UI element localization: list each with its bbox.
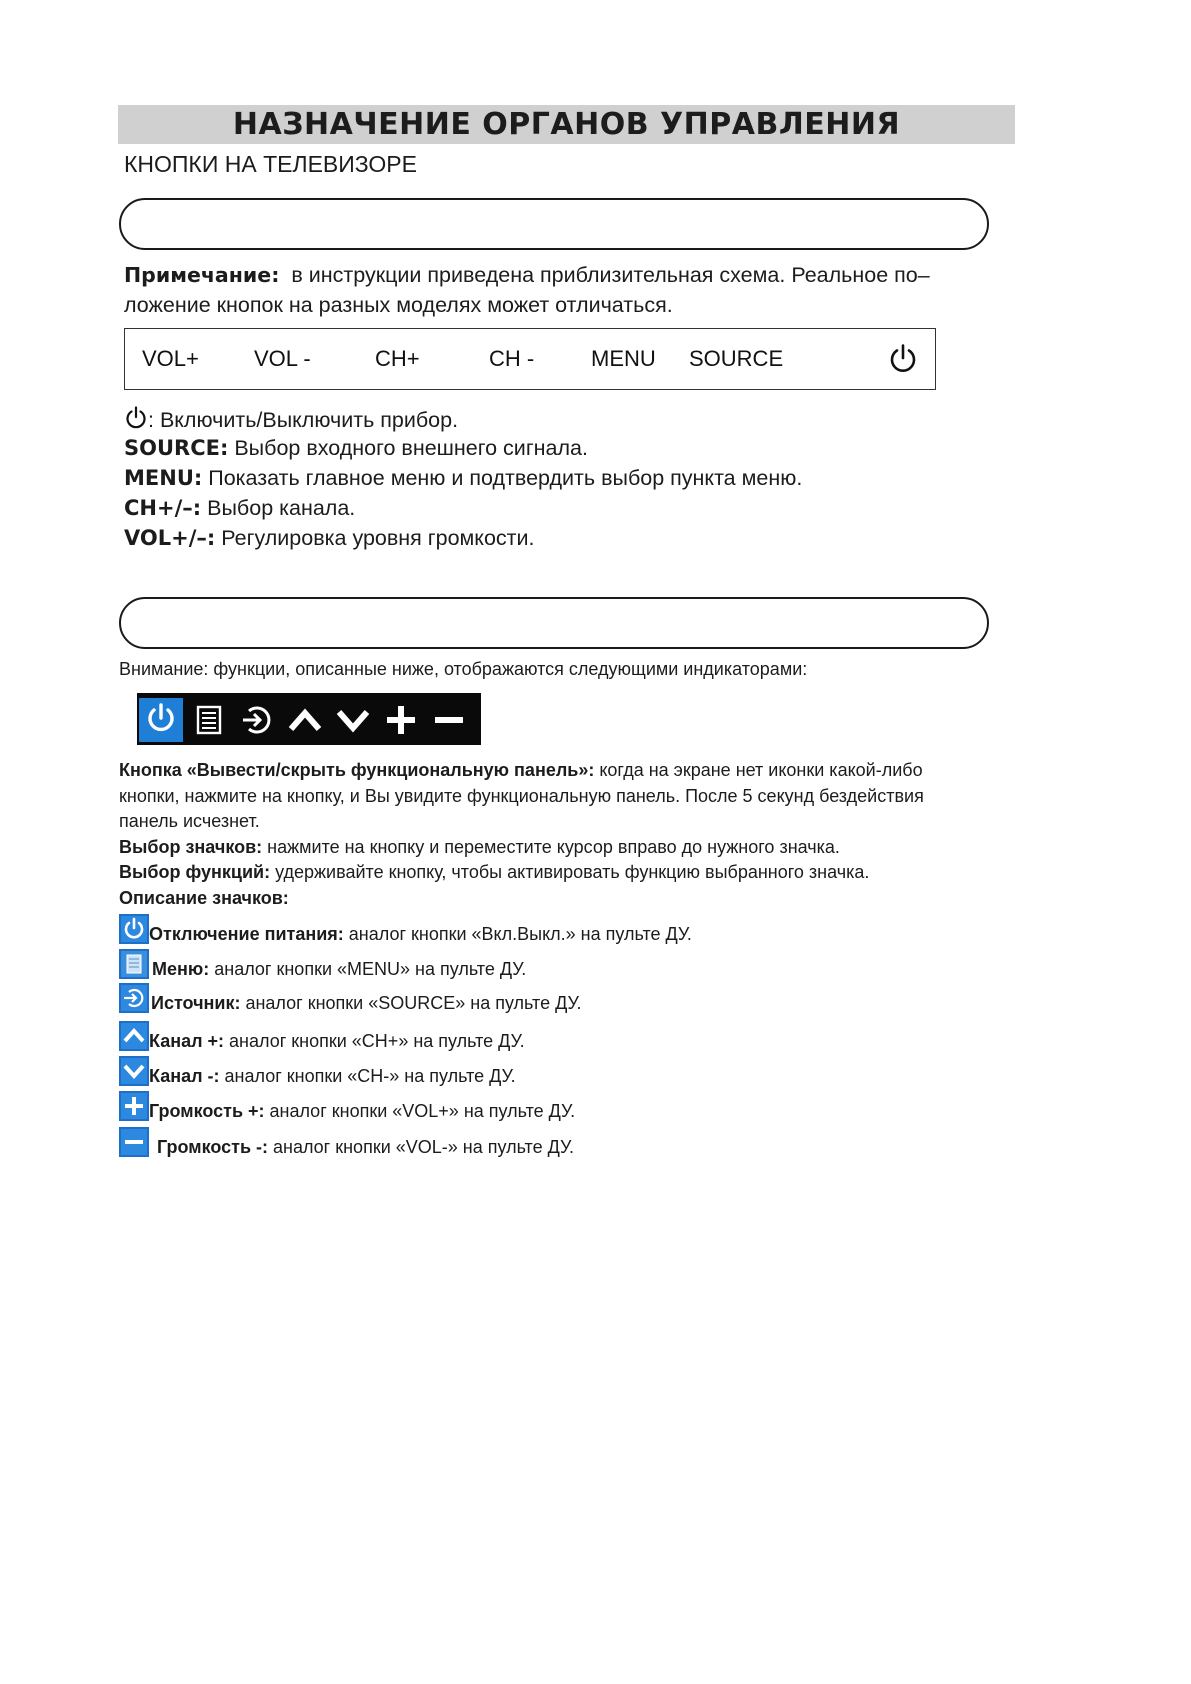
icon-row-text: аналог кнопки «MENU» на пульте ДУ. [209,959,527,979]
legend-power [124,406,458,433]
panel-button-ch-plus: CH+ [375,346,420,371]
icon-row-label: Громкость -: [157,1137,268,1157]
panel-button-menu: MENU [591,346,656,371]
icon-row-label: Отключение питания: [149,924,344,944]
legend-volume-text: Регулировка уровня громкости. [221,526,535,550]
chevron-down-icon [331,698,375,742]
power-icon [139,698,183,742]
description-line4 [119,835,1019,861]
attention-text: Внимание: функции, описанные ниже, отображаются следующими индикаторами: [119,659,808,679]
desc-p1-text: когда на экране нет иконки какой-либо [594,760,923,780]
legend-volume-key: VOL+/–: [124,526,216,550]
menu-icon [119,949,149,979]
legend-channel-key: CH+/–: [124,496,202,520]
indicator-strip [137,693,481,745]
chevron-up-icon [283,698,327,742]
icon-row-label: Канал +: [149,1031,225,1051]
plus-icon [379,698,423,742]
legend-channel-text: Выбор канала. [207,496,356,520]
legend-source [124,436,588,461]
icon-row-text: аналог кнопки «Вкл.Выкл.» на пульте ДУ. [343,924,692,944]
minus-icon [119,1127,149,1157]
panel-button-vol-plus: VOL+ [142,346,199,371]
plus-icon [119,1091,149,1121]
note-paragraph [124,260,1004,320]
power-icon [887,343,919,375]
note-text: в инструкции приведена приблизительная схема. Реальное по– [291,263,930,287]
power-icon [124,406,148,430]
legend-menu-text: Показать главное меню и подтвердить выбор пункта меню. [208,466,803,490]
desc-p3-text: удерживайте кнопку, чтобы активировать функцию выбранного значка. [270,862,870,882]
legend-volume [124,526,535,551]
icon-row-text: аналог кнопки «VOL-» на пульте ДУ. [268,1137,575,1157]
icon-row-label: Громкость +: [149,1101,265,1121]
source-icon [235,698,279,742]
page-title: НАЗНАЧЕНИЕ ОРГАНОВ УПРАВЛЕНИЯ [232,107,901,142]
legend-menu-key: MENU: [124,466,203,490]
desc-p3-label: Выбор функций: [119,862,271,882]
description-line2: кнопки, нажмите на кнопку, и Вы увидите функциональную панель. После 5 секунд бездействия [119,785,924,806]
description-line3: панель исчезнет. [119,811,260,831]
desc-p4-label: Описание значков: [119,887,289,908]
legend-source-text: Выбор входного внешнего сигнала. [234,436,588,460]
icon-row-label: Меню: [152,959,210,979]
desc-p2-label: Выбор значков: [119,836,263,857]
note-label: Примечание: [124,263,280,287]
legend-power-text: : Включить/Выключить прибор. [148,408,459,432]
legend-source-key: SOURCE: [124,436,229,460]
chevron-down-icon [119,1056,149,1086]
tv-button-panel [124,328,936,390]
power-icon [119,914,149,944]
chevron-up-icon [119,1021,149,1051]
description-block [119,758,1019,911]
legend-menu [124,466,802,491]
desc-p1-label: Кнопка «Вывести/скрыть функциональную панель»: [119,760,595,780]
minus-icon [427,698,471,742]
note-text-line2: ложение кнопок на разных моделях может отличаться. [124,293,673,317]
blank-rounded-box-top [119,198,989,250]
panel-button-source: SOURCE [689,346,784,371]
legend-channel [124,496,355,521]
panel-button-ch-minus: CH - [489,346,535,371]
description-line1 [119,758,1019,784]
icon-row-label: Источник: [151,993,241,1013]
blank-rounded-box-bottom [119,597,989,649]
desc-p2-text: нажмите на кнопку и переместите курсор вправо до нужного значка. [262,836,840,857]
icon-row-text: аналог кнопки «CH+» на пульте ДУ. [224,1031,525,1051]
icon-row-text: аналог кнопки «VOL+» на пульте ДУ. [264,1101,576,1121]
icon-row-label: Канал -: [149,1066,220,1086]
section-subtitle: КНОПКИ НА ТЕЛЕВИЗОРЕ [124,151,417,177]
panel-button-vol-minus: VOL - [254,346,311,371]
source-icon [119,983,149,1013]
description-line5 [119,860,1019,886]
icon-row-text: аналог кнопки «SOURCE» на пульте ДУ. [240,993,582,1013]
icon-row-text: аналог кнопки «CH-» на пульте ДУ. [219,1066,516,1086]
menu-icon [187,698,231,742]
description-line6 [119,886,1019,912]
